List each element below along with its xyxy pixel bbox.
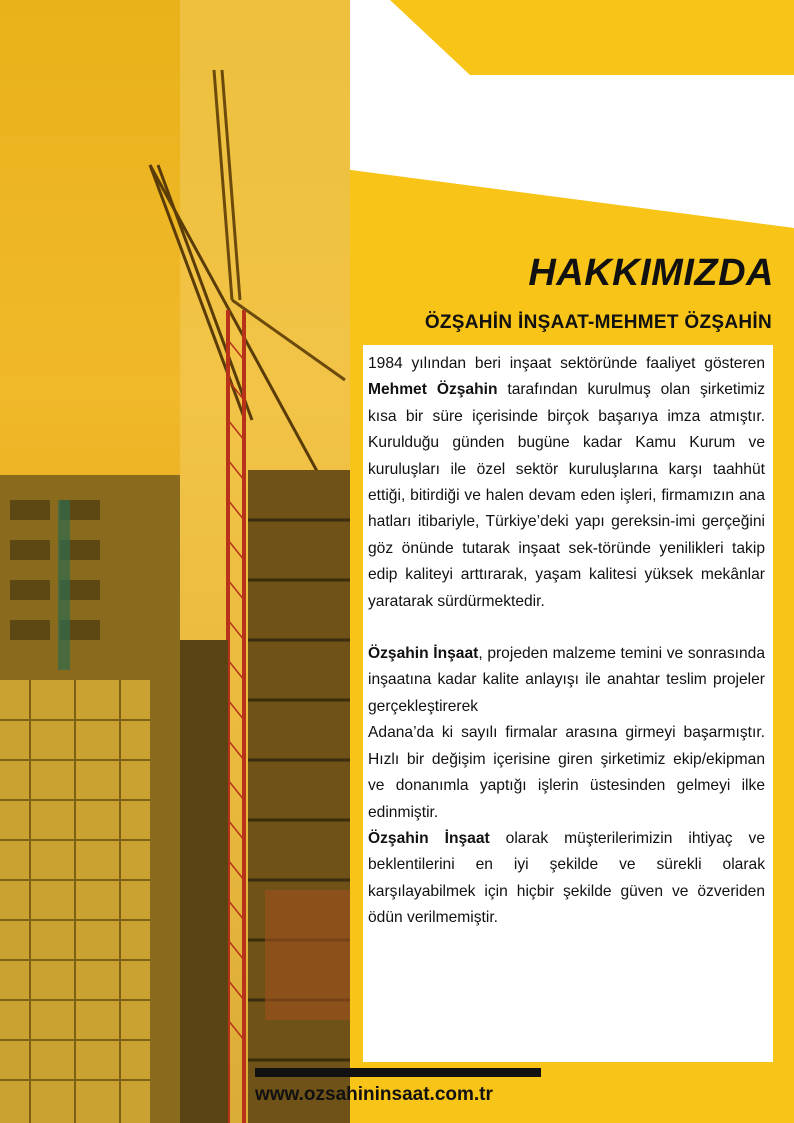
company-name: Özşahin İnşaat [368,645,479,663]
website-link[interactable]: www.ozsahininsaat.com.tr [255,1084,493,1105]
founder-name: Mehmet Özşahin [368,381,498,399]
page-subtitle: ÖZŞAHİN İNŞAAT-MEHMET ÖZŞAHİN [424,312,772,333]
page-title: HAKKIMIZDA [528,252,774,294]
paragraph-commitment [368,826,765,932]
paragraph-spacer [368,615,765,641]
text-span: , projeden malzeme temini ve sonrasında inşaatına kadar kalite anlayışı ile anahtar teslim projeler gerçekleştirerek [368,645,765,715]
construction-illustration [0,0,350,1123]
footer-divider [255,1068,541,1077]
about-text-panel [363,345,773,1062]
text-span: tarafından kurulmuş olan şirketimiz kısa bir süre içerisinde birçok başarıya imza atmıştır. Kurulduğu günden bugüne kadar Kamu Kurum ve kuruluşları ile özel sektör kuruluşlarına karşı taahhüt ettiği, bitirdiği ve halen devam eden işleri, firmamızın ana hatları itibariyle, Türkiye’deki yapı gereksin-imi gerçeğini göz önünde tutarak inşaat sek-töründe yenilikleri takip edip kaliteyi arttırarak, yaşam kalitesi yüksek mekânlar yaratarak sürdürmektedir. [368,381,765,610]
paragraph-history [368,351,765,615]
construction-photo [0,0,350,1123]
text-span: olarak müşterilerimizin ihtiyaç ve beklentilerini en iyi şekilde ve sürekli olarak karşılayabilmek için hiçbir şekilde güven ve özveriden ödün verilmemiştir. [368,829,765,927]
text-span: 1984 yılından beri inşaat sektöründe faaliyet gösteren [368,355,765,372]
company-name: Özşahin İnşaat [368,829,490,847]
paragraph-projects [368,641,765,720]
paragraph-achievement: Adana’da ki sayılı firmalar arasına girmeyi başarmıştır. Hızlı bir değişim içerisine giren şirketimiz ekip/ekipman ve donanımla yaptığı işlerin üstesinden gelmeyi ilke edinmiştir. [368,724,765,821]
